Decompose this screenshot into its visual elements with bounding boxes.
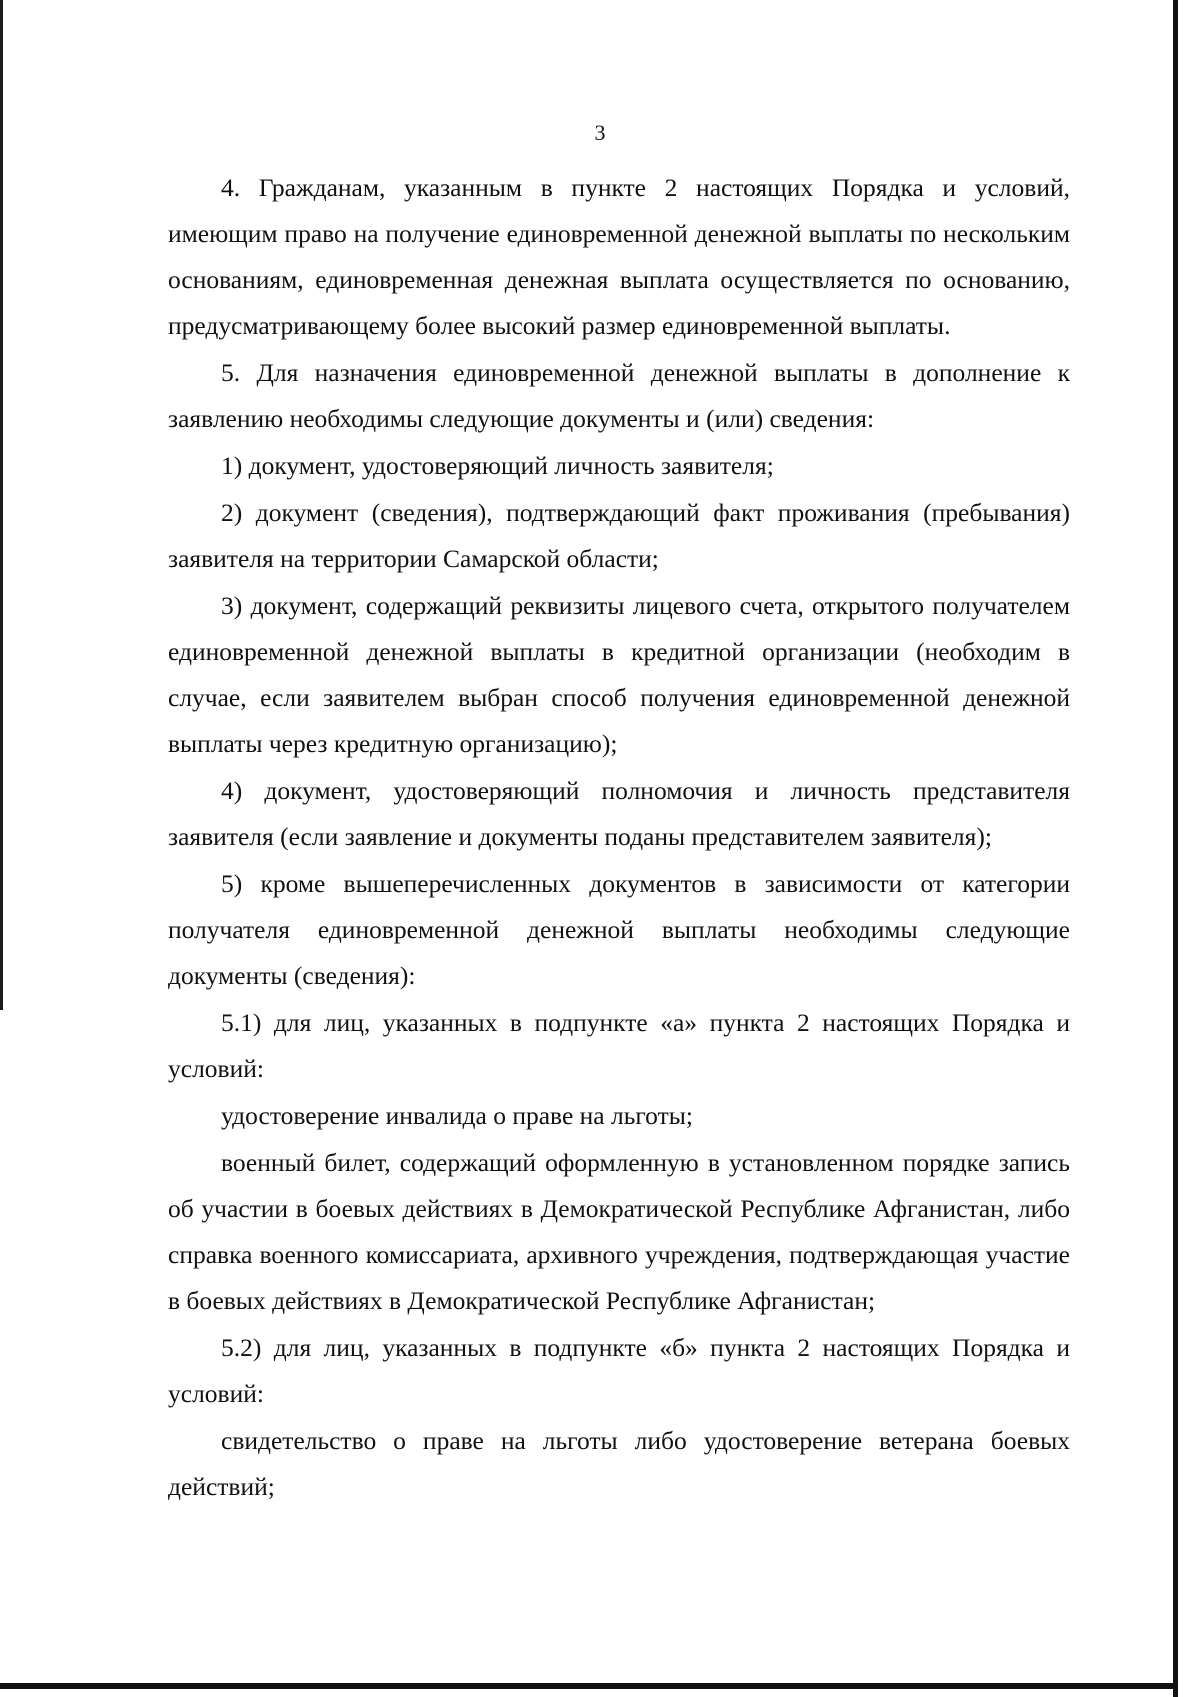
paragraph-5-1-doc-1: удостоверение инвалида о праве на льготы; — [221, 1101, 693, 1130]
paragraph-5-item-3: 3) документ, содержащий реквизиты лицевого счета, открытого получателем единовременной денежной выплаты в кредитной организации (необходим в случае, если заявителем выбран способ получения единовременной денежной выплаты через кредитную организацию); — [168, 591, 1070, 758]
document-body — [168, 165, 1070, 1511]
paragraph-5-1-doc-2: военный билет, содержащий оформленную в установленном порядке запись об участии в боевых действиях в Демократической Республике Афганистан, либо справка военного комиссариата, архивного учреждения, подтверждающая участие в боевых действиях в Демократической Республике Афганистан; — [168, 1148, 1070, 1315]
paragraph-5-2: 5.2) для лиц, указанных в подпункте «б» пункта 2 настоящих Порядка и условий: — [168, 1333, 1070, 1408]
scan-edge-left — [0, 0, 3, 1010]
paragraph-5-item-5: 5) кроме вышеперечисленных документов в зависимости от категории получателя единовременной денежной выплаты необходимы следующие документы (сведения): — [168, 869, 1070, 990]
paragraph-5-1: 5.1) для лиц, указанных в подпункте «а» пункта 2 настоящих Порядка и условий: — [168, 1008, 1070, 1083]
paragraph-4: 4. Гражданам, указанным в пункте 2 настоящих Порядка и условий, имеющим право на получение единовременной денежной выплаты по нескольким основаниям, единовременная денежная выплата осуществляется по основанию, предусматривающему более высокий размер единовременной выплаты. — [168, 173, 1070, 340]
page-number: 3 — [594, 120, 606, 145]
paragraph-5-item-4: 4) документ, удостоверяющий полномочия и личность представителя заявителя (если заявление и документы поданы представителем заявителя); — [168, 776, 1070, 851]
paragraph-5-2-doc-1: свидетельство о праве на льготы либо удостоверение ветерана боевых действий; — [168, 1426, 1070, 1501]
scan-edge-right — [1173, 0, 1178, 1697]
paragraph-5-item-1: 1) документ, удостоверяющий личность заявителя; — [221, 451, 774, 480]
paragraph-5: 5. Для назначения единовременной денежной выплаты в дополнение к заявлению необходимы следующие документы и (или) сведения: — [168, 358, 1070, 433]
paragraph-5-item-2: 2) документ (сведения), подтверждающий факт проживания (пребывания) заявителя на территории Самарской области; — [168, 498, 1070, 573]
scan-edge-bottom — [0, 1683, 1178, 1689]
